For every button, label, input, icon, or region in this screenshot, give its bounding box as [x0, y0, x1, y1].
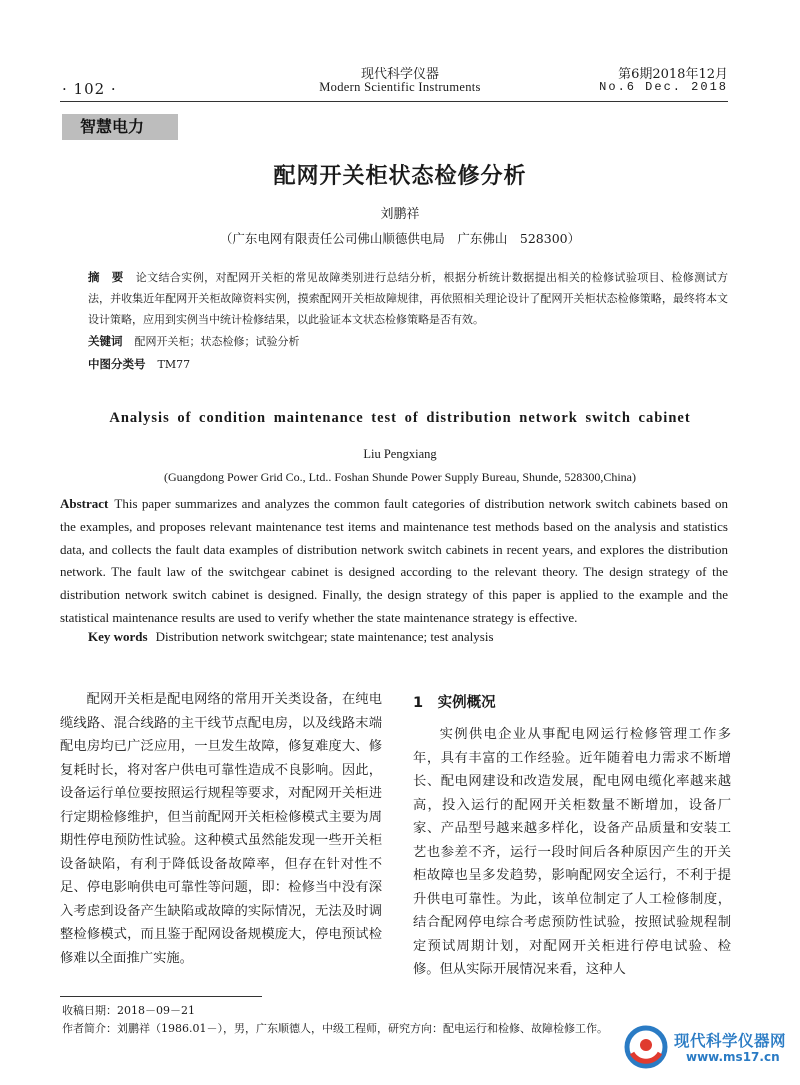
keywords-en-text: Distribution network switchgear; state maintenance; test analysis	[155, 629, 494, 644]
classification-cn	[88, 356, 190, 372]
issue-en: No.6 Dec. 2018	[599, 80, 728, 94]
section-tag: 智慧电力	[62, 114, 178, 140]
keywords-cn-label: 关键词	[88, 334, 123, 348]
section-heading-1: 1 实例概况	[413, 695, 496, 711]
affiliation-cn: （广东电网有限责任公司佛山顺德供电局 广东佛山 528300）	[219, 231, 581, 246]
journal-name-cn: 现代科学仪器	[360, 67, 439, 82]
paper-title-en: Analysis of condition maintenance test of distribution network switch cabinet	[109, 410, 691, 426]
abstract-cn-text: 论文结合实例，对配网开关柜的常见故障类别进行总结分析，根据分析统计数据提出相关的检修试验项目、检修测试方法，并收集近年配网开关柜故障资料实例，摸索配网开关柜故障规律，再依照相关理论设计了配网开关柜状态检修策略，最终将本文设计策略，应用到实例当中统计检修结果，以此验证本文状态检修策略是否有效。	[88, 271, 729, 326]
abstract-cn	[88, 267, 728, 330]
body-right-paragraph: 实例供电企业从事配电网运行检修管理工作多年，具有丰富的工作经验。近年随着电力需求不断增长、配电网建设和改造发展，配电网电缆化率越来越高，投入运行的配网开关柜数量不断增加，设备厂家、产品型号越来越多样化，设备产品质量和安装工艺也参差不齐，运行一段时间后各种原因产生的开关柜故障也呈多发趋势，影响配网安全运行，不利于提升供电可靠性。为此，该单位制定了人工检修制度，结合配网停电综合考虑预防性试验，按照试验规程制定预试周期计划，对配网开关柜进行停电试验、检修。但从实际开展情况来看，这种人	[413, 727, 731, 977]
footnote-author-bio: 作者简介：刘鹏祥（1986.01－），男，广东顺德人，中级工程师，研究方向：配电运行和检修、故障检修工作。	[62, 1022, 608, 1035]
abstract-en	[60, 493, 728, 630]
journal-name-en: Modern Scientific Instruments	[319, 80, 481, 94]
author-en: Liu Pengxiang	[363, 447, 437, 461]
header-rule	[60, 101, 728, 102]
footnote-received: 收稿日期：2018－09－21	[62, 1004, 195, 1017]
author-cn: 刘鹏祥	[380, 207, 420, 222]
keywords-cn-text: 配网开关柜；状态检修；试验分析	[134, 335, 300, 348]
site-watermark	[622, 1021, 794, 1071]
footnote-rule	[60, 996, 262, 997]
page-number: · 102 ·	[62, 80, 117, 98]
keywords-cn	[88, 333, 300, 349]
classification-cn-text: TM77	[157, 358, 191, 371]
keywords-en	[88, 629, 494, 645]
issue-cn: 第6期2018年12月	[618, 67, 728, 82]
watermark-logo-icon	[622, 1023, 670, 1071]
watermark-url: www.ms17.cn	[686, 1050, 780, 1064]
affiliation-en: (Guangdong Power Grid Co., Ltd.. Foshan Shunde Power Supply Bureau, Shunde, 528300,China)	[164, 470, 636, 484]
watermark-name: 现代科学仪器网	[674, 1032, 787, 1050]
paper-title-cn: 配网开关柜状态检修分析	[273, 164, 527, 189]
abstract-cn-label: 摘 要	[88, 270, 124, 284]
classification-cn-label: 中图分类号	[88, 357, 146, 371]
body-left-paragraph: 配网开关柜是配电网络的常用开关类设备，在纯电缆线路、混合线路的主干线节点配电房，以及线路末端配电房均已广泛应用，一旦发生故障，修复难度大、修复耗时长，将对客户供电可靠性造成不良影响。因此，设备运行单位要按照运行规程等要求，对配网开关柜进行定期检修维护，但当前配网开关柜检修模式主要为周期性停电预防性试验。这种模式虽然能发现一些开关柜设备缺陷，有利于降低设备故障率，但存在针对性不足、停电影响供电可靠性等问题，即：检修当中没有深入考虑到设备产生缺陷或故障的实际情况，无法及时调整检修模式，而且鉴于配网设备规模庞大，停电预试检修难以全面推广实施。	[60, 692, 382, 966]
abstract-en-label: Abstract	[60, 496, 109, 511]
abstract-en-text: This paper summarizes and analyzes the common fault categories of distribution network switch cabinets based on the examples, and proposes relevant maintenance test items and maintenance test methods based on the analysis and statistics data, and collects the fault data examples of distribution network switch cabinets in recent years, and explores the distribution network. The fault law of the switchgear cabinet is designed according to the relevant theory. The design strategy of the distribution network switch cabinet is designed. Finally, the design strategy of this paper is applied to the example and the statistical maintenance results are used to verify whether the state maintenance strategy is effective.	[60, 496, 728, 625]
keywords-en-label: Key words	[88, 629, 148, 644]
